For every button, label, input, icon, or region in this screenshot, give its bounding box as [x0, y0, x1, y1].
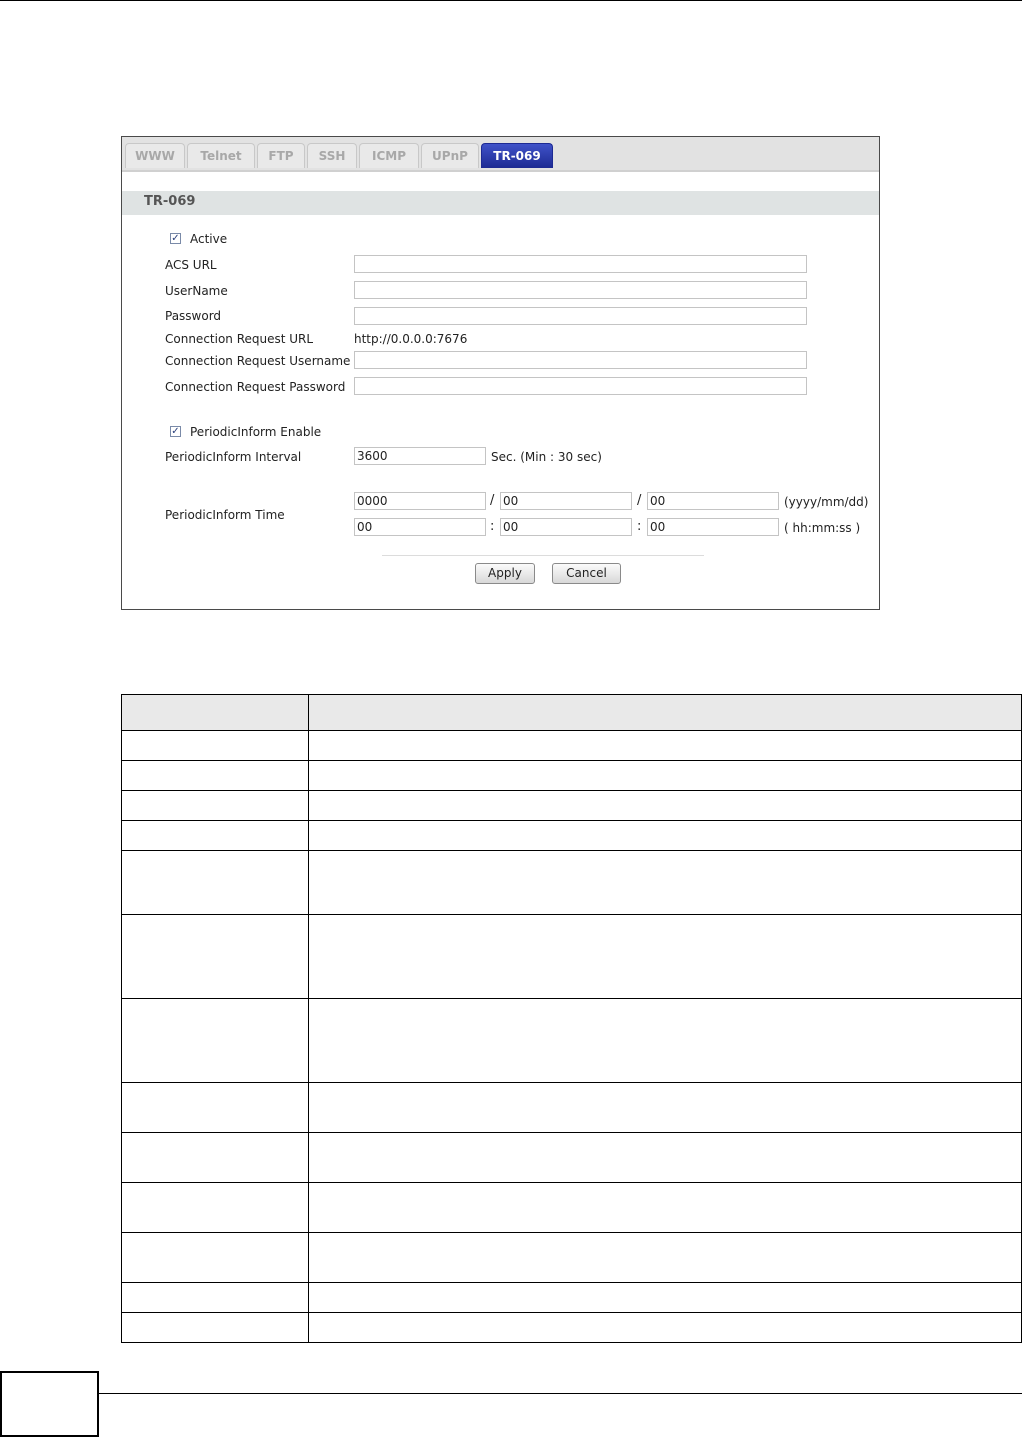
tab-icmp[interactable]: ICMP	[359, 143, 419, 168]
periodic-enable-checkbox[interactable]: ✓	[171, 426, 180, 437]
conn-req-username-label: Connection Request Username	[165, 354, 351, 368]
periodic-interval-label: PeriodicInform Interval	[165, 450, 302, 464]
conn-req-username-input[interactable]	[354, 351, 807, 369]
tab-ftp[interactable]: FTP	[257, 143, 305, 168]
time-hour-input[interactable]	[354, 518, 486, 536]
conn-req-url-label: Connection Request URL	[165, 332, 314, 346]
table-cell	[122, 1133, 309, 1183]
table-row	[122, 791, 1022, 821]
cancel-button[interactable]: Cancel	[552, 563, 621, 584]
time-format-hint: ( hh:mm:ss )	[784, 521, 861, 535]
table-cell	[309, 1283, 1022, 1313]
table-cell	[309, 1183, 1022, 1233]
periodic-interval-input[interactable]	[354, 447, 486, 465]
table-cell	[122, 1183, 309, 1233]
table-cell	[122, 1313, 309, 1343]
table-row	[122, 851, 1022, 915]
acs-url-label: ACS URL	[165, 258, 217, 272]
tab-telnet[interactable]: Telnet	[187, 143, 255, 168]
table-cell	[309, 1233, 1022, 1283]
username-input[interactable]	[354, 281, 807, 299]
table-cell	[309, 1313, 1022, 1343]
table-cell	[309, 1133, 1022, 1183]
conn-req-password-label: Connection Request Password	[165, 380, 346, 394]
username-label: UserName	[165, 284, 228, 298]
periodic-interval-hint: Sec. (Min : 30 sec)	[491, 450, 602, 464]
date-separator: /	[637, 493, 642, 508]
tab-upnp[interactable]: UPnP	[421, 143, 479, 168]
conn-req-password-input[interactable]	[354, 377, 807, 395]
table-cell	[309, 1083, 1022, 1133]
acs-url-input[interactable]	[354, 255, 807, 273]
table-header-cell	[122, 695, 309, 731]
date-day-input[interactable]	[647, 492, 779, 510]
table-cell	[122, 915, 309, 999]
time-minute-input[interactable]	[500, 518, 632, 536]
table-cell	[122, 1283, 309, 1313]
table-cell	[309, 851, 1022, 915]
active-checkbox[interactable]: ✓	[171, 233, 180, 244]
conn-req-url-value: http://0.0.0.0:7676	[354, 332, 468, 346]
table-cell	[122, 731, 309, 761]
table-cell	[122, 791, 309, 821]
table-cell	[122, 761, 309, 791]
password-input[interactable]	[354, 307, 807, 325]
password-label: Password	[165, 309, 222, 323]
description-table	[121, 694, 1022, 1343]
button-divider	[382, 555, 704, 556]
table-row	[122, 1133, 1022, 1183]
footer-rule	[99, 1393, 1022, 1394]
table-row	[122, 731, 1022, 761]
time-separator: :	[490, 519, 495, 534]
table-row	[122, 1313, 1022, 1343]
section-header	[122, 191, 879, 215]
table-cell	[309, 731, 1022, 761]
periodic-time-label: PeriodicInform Time	[165, 508, 285, 522]
table-row	[122, 761, 1022, 791]
table-cell	[122, 851, 309, 915]
tr069-screenshot	[121, 136, 880, 610]
time-second-input[interactable]	[647, 518, 779, 536]
table-cell	[309, 915, 1022, 999]
apply-button[interactable]: Apply	[475, 563, 535, 584]
tab-tr069[interactable]: TR-069	[481, 143, 553, 168]
date-year-input[interactable]	[354, 492, 486, 510]
date-month-input[interactable]	[500, 492, 632, 510]
tab-ssh[interactable]: SSH	[307, 143, 357, 168]
table-row	[122, 1233, 1022, 1283]
tab-www[interactable]: WWW	[125, 143, 185, 168]
table-cell	[309, 761, 1022, 791]
table-cell	[122, 999, 309, 1083]
date-separator: /	[490, 493, 495, 508]
table-cell	[309, 791, 1022, 821]
table-cell	[122, 821, 309, 851]
page-number-box	[0, 1371, 99, 1437]
table-cell	[309, 821, 1022, 851]
table-row	[122, 999, 1022, 1083]
table-cell	[122, 1233, 309, 1283]
section-title: TR-069	[144, 194, 196, 209]
time-separator: :	[637, 519, 642, 534]
table-header-cell	[309, 695, 1022, 731]
top-rule	[0, 0, 1022, 1]
periodic-enable-label: PeriodicInform Enable	[190, 425, 322, 439]
table-row	[122, 1083, 1022, 1133]
tab-bar	[122, 137, 879, 172]
table-row	[122, 1283, 1022, 1313]
date-format-hint: (yyyy/mm/dd)	[784, 495, 869, 509]
table-row	[122, 821, 1022, 851]
table-cell	[122, 1083, 309, 1133]
table-header-row	[122, 695, 1022, 731]
table-cell	[309, 999, 1022, 1083]
active-label: Active	[190, 232, 228, 246]
table-row	[122, 915, 1022, 999]
table-row	[122, 1183, 1022, 1233]
